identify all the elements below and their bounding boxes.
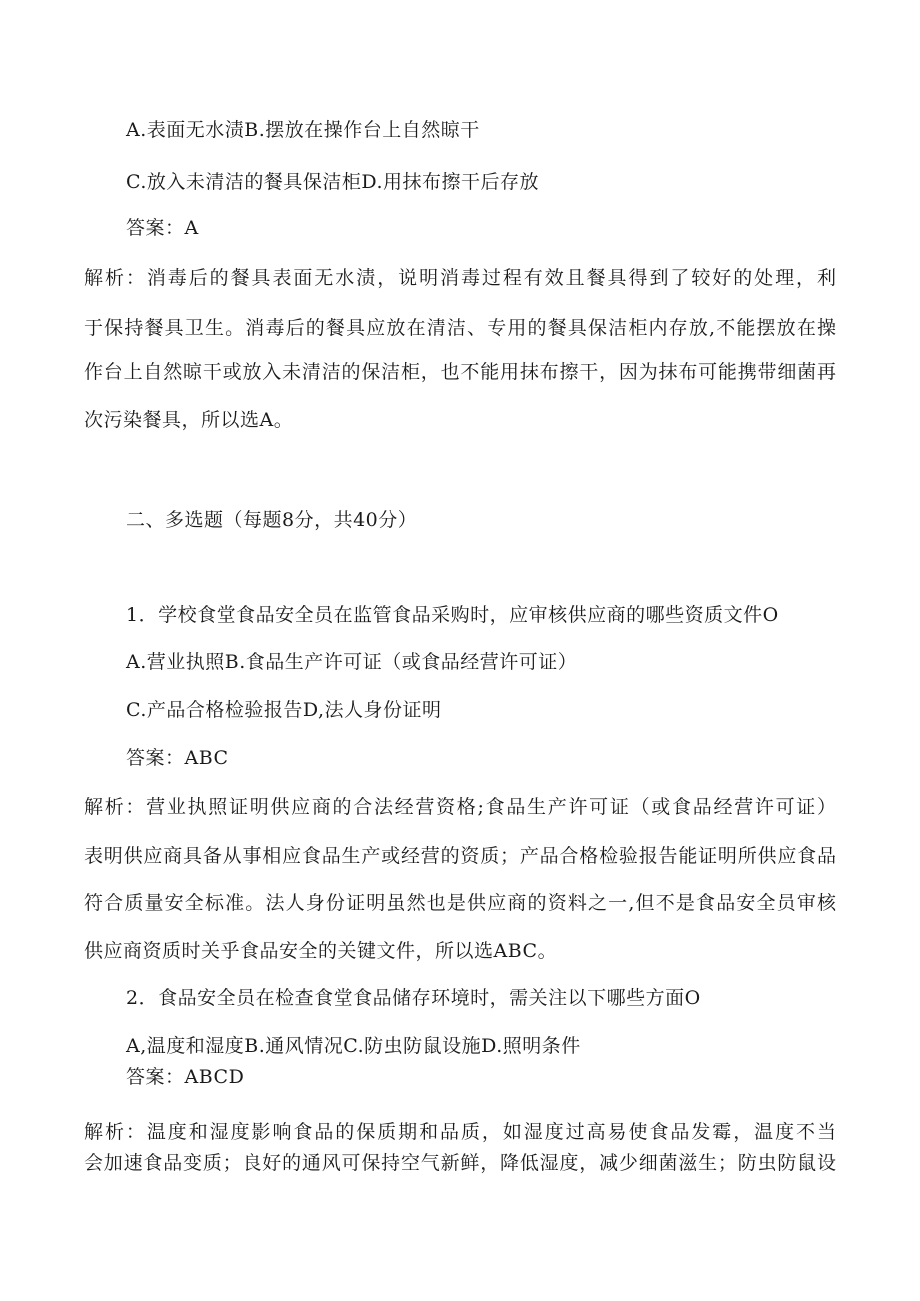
q-prev-answer: 答案：A [126, 217, 199, 239]
q1-explanation-1: 解析：营业执照证明供应商的合法经营资格;食品生产许可证（或食品经营许可证） [84, 796, 836, 818]
q1-explanation-2: 表明供应商具备从事相应食品生产或经营的资质；产品合格检验报告能证明所供应食品 [84, 845, 836, 867]
q2-explanation-1: 解析：温度和湿度影响食品的保质期和品质，如湿度过高易使食品发霉，温度不当 [84, 1121, 836, 1143]
q-prev-options-ab: A.表面无水渍B.摆放在操作台上自然晾干 [126, 119, 480, 141]
q2-answer: 答案：ABCD [126, 1066, 245, 1088]
q-prev-explanation-4: 次污染餐具，所以选A。 [84, 409, 294, 431]
q1-answer: 答案：ABC [126, 747, 229, 769]
q1-explanation-4: 供应商资质时关乎食品安全的关键文件，所以选ABC。 [84, 940, 558, 962]
q1-explanation-3: 符合质量安全标准。法人身份证明虽然也是供应商的资料之一,但不是食品安全员审核 [84, 892, 836, 914]
q-prev-options-cd: C.放入未清洁的餐具保洁柜D.用抹布擦干后存放 [126, 171, 539, 193]
section-heading: 二、多选题（每题8分，共40分） [126, 509, 418, 531]
q2-options: A,温度和湿度B.通风情况C.防虫防鼠设施D.照明条件 [126, 1035, 581, 1057]
q2-question: 2．食品安全员在检查食堂食品储存环境时，需关注以下哪些方面O [126, 987, 701, 1009]
q1-options-cd: C.产品合格检验报告D,法人身份证明 [126, 699, 442, 721]
q1-options-ab: A.营业执照B.食品生产许可证（或食品经营许可证） [126, 651, 578, 673]
q2-explanation-2: 会加速食品变质；良好的通风可保持空气新鲜，降低湿度，减少细菌滋生；防虫防鼠设 [84, 1152, 836, 1174]
q-prev-explanation-2: 于保持餐具卫生。消毒后的餐具应放在清洁、专用的餐具保洁柜内存放,不能摆放在操 [84, 317, 836, 339]
q-prev-explanation-3: 作台上自然晾干或放入未清洁的保洁柜，也不能用抹布擦干，因为抹布可能携带细菌再 [84, 361, 836, 383]
q-prev-explanation-1: 解析：消毒后的餐具表面无水渍，说明消毒过程有效且餐具得到了较好的处理，利 [84, 267, 836, 289]
q1-question: 1．学校食堂食品安全员在监管食品采购时，应审核供应商的哪些资质文件O [126, 604, 779, 626]
